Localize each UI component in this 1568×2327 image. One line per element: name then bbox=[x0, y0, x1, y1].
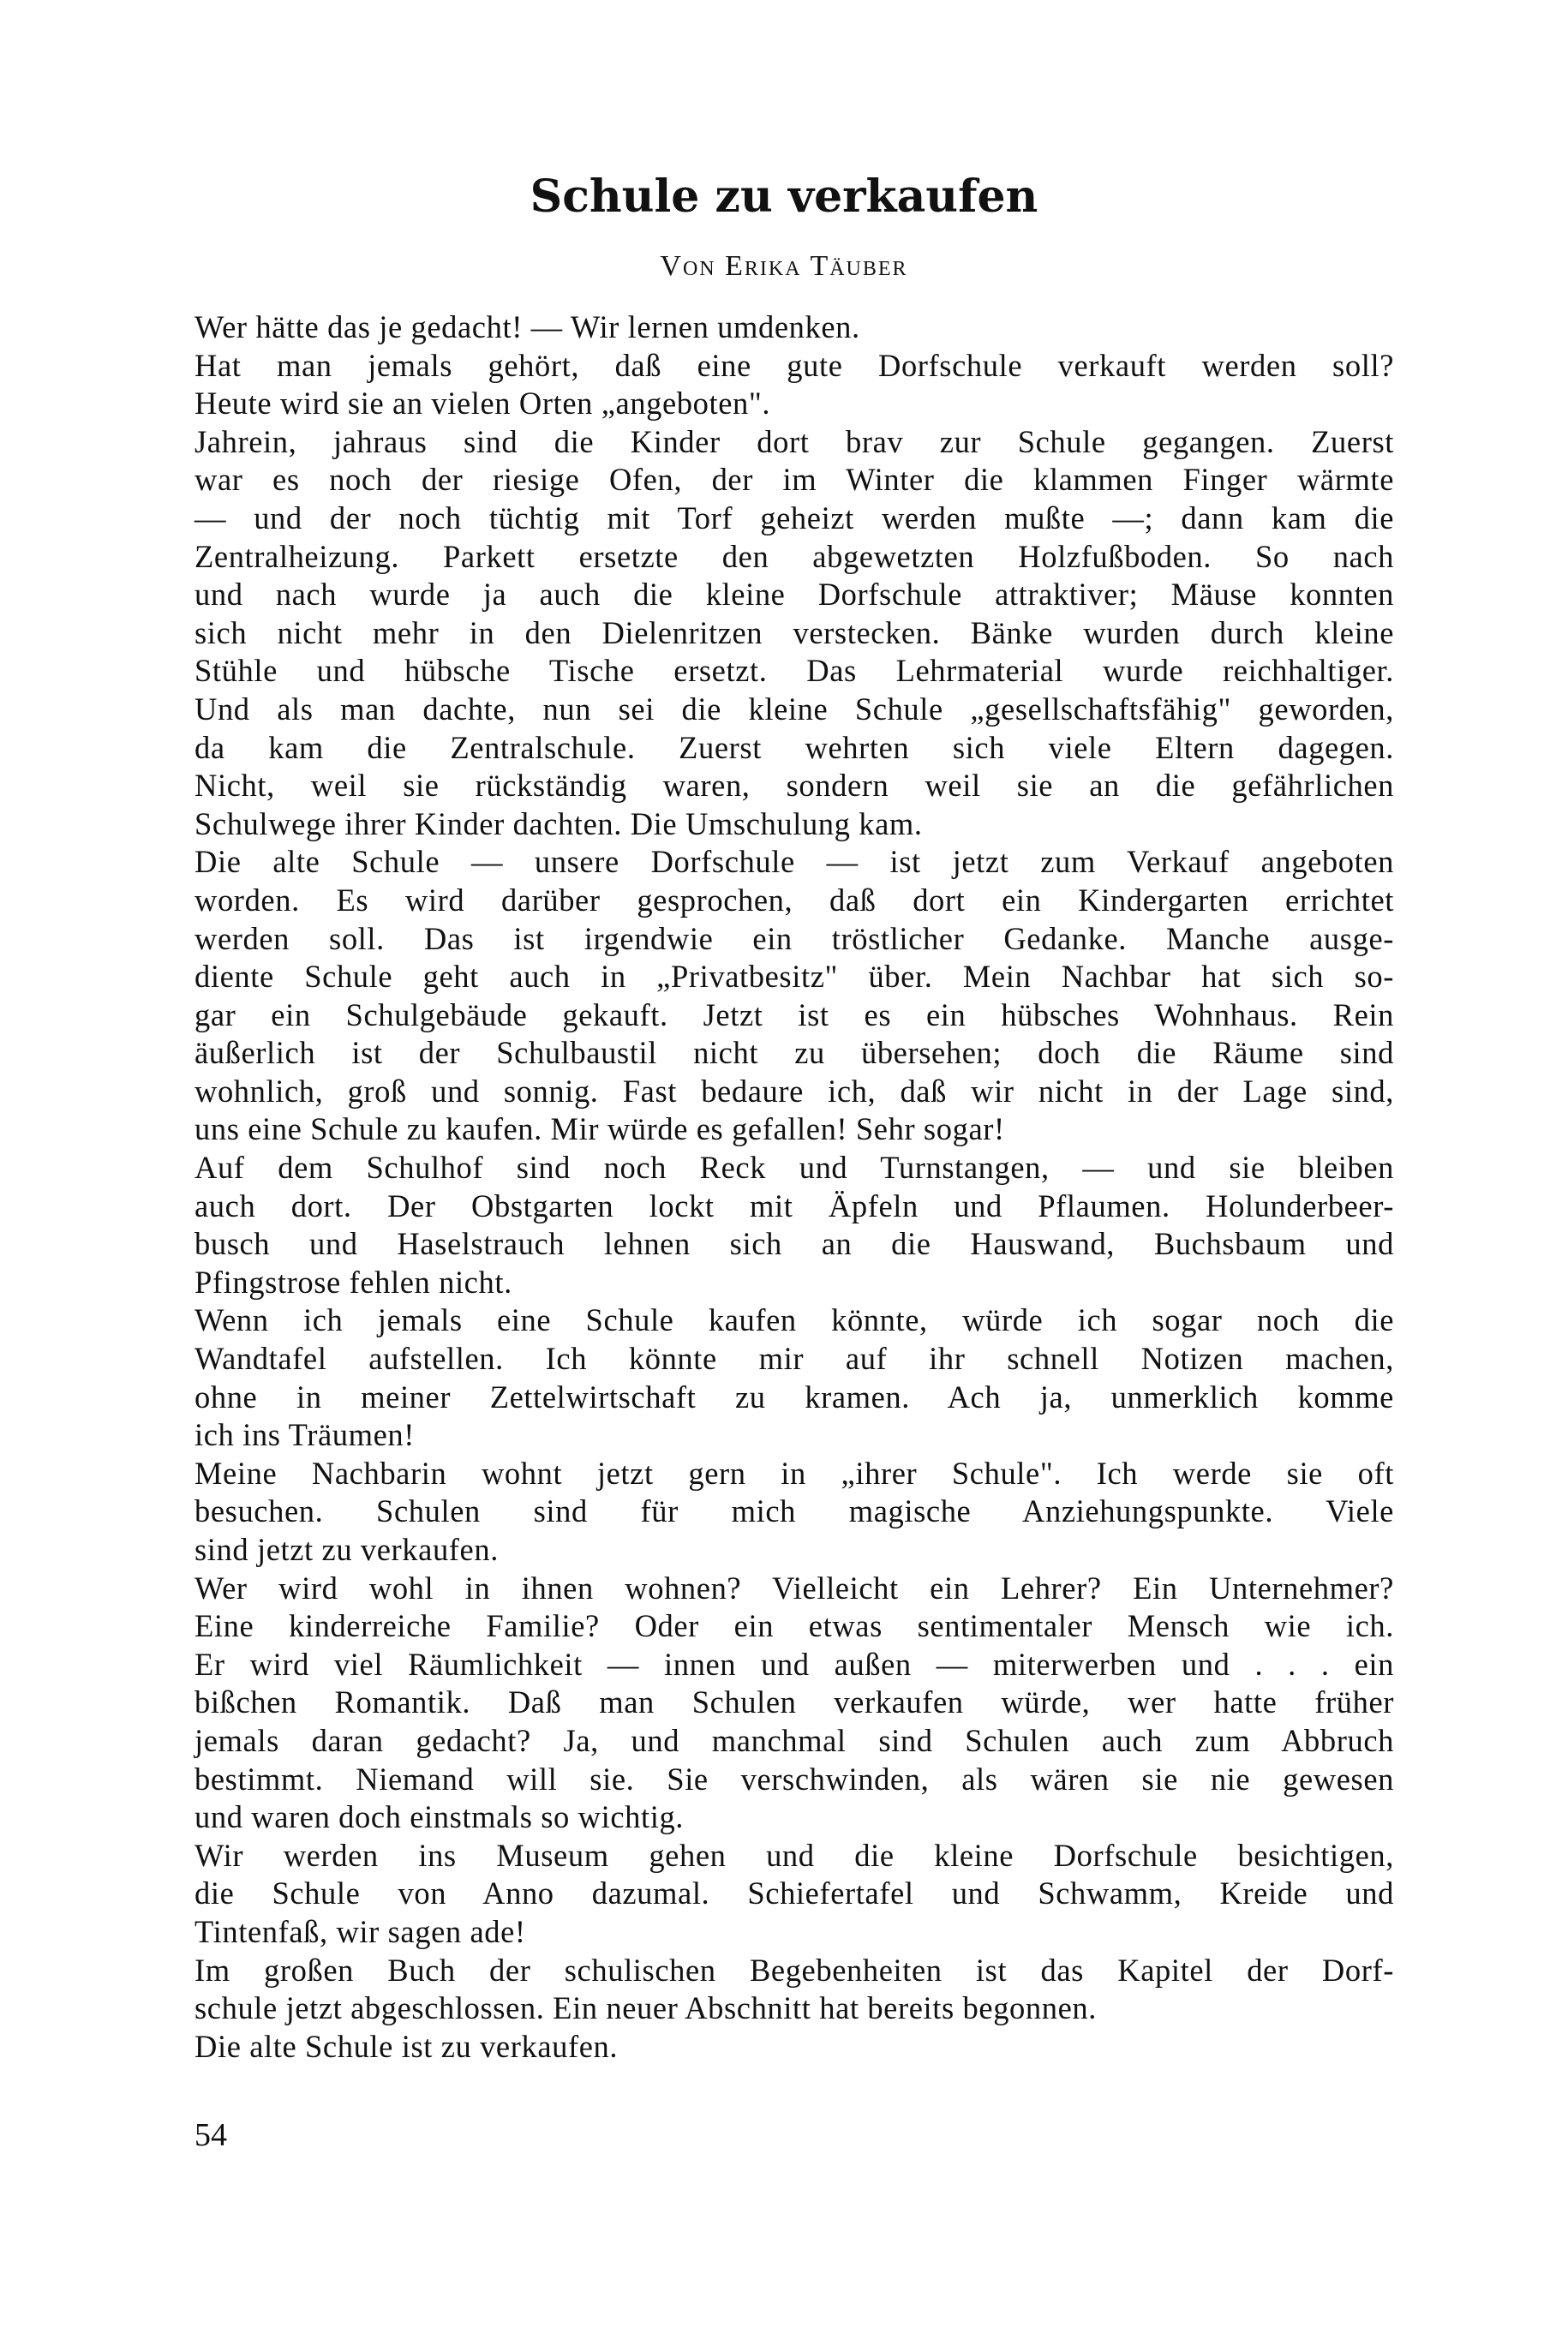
text-line: Eine kinderreiche Familie? Oder ein etwas sentimentaler Mensch wie ich. bbox=[195, 1608, 1394, 1644]
text-line: busch und Haselstrauch lehnen sich an die Hauswand, Buchsbaum und bbox=[195, 1226, 1394, 1262]
text-line: sind jetzt zu verkaufen. bbox=[195, 1532, 499, 1567]
text-line: jemals daran gedacht? Ja, und manchmal sind Schulen auch zum Abbruch bbox=[195, 1722, 1394, 1758]
text-line: besuchen. Schulen sind für mich magische Anziehungspunkte. Viele bbox=[195, 1493, 1394, 1529]
text-line: Und als man dachte, nun sei die kleine Schule „gesellschaftsfähig" geworden, bbox=[195, 691, 1394, 727]
article-body bbox=[195, 308, 1394, 2066]
text-line: Die alte Schule — unsere Dorfschule — ist jetzt zum Verkauf angeboten bbox=[195, 844, 1394, 880]
text-line: Pfingstrose fehlen nicht. bbox=[195, 1264, 512, 1300]
text-line: und nach wurde ja auch die kleine Dorfschule attraktiver; Mäuse konnten bbox=[195, 577, 1394, 613]
text-line: Heute wird sie an vielen Orten „angeboten". bbox=[195, 386, 771, 422]
text-line: bestimmt. Niemand will sie. Sie verschwinden, als wären sie nie gewesen bbox=[195, 1761, 1394, 1797]
article-title: Schule zu verkaufen bbox=[530, 170, 1038, 223]
text-line: bißchen Romantik. Daß man Schulen verkaufen würde, wer hatte früher bbox=[195, 1684, 1394, 1720]
text-line: da kam die Zentralschule. Zuerst wehrten sich viele Eltern dagegen. bbox=[195, 729, 1394, 765]
text-line: Wenn ich jemals eine Schule kaufen könnte, würde ich sogar noch die bbox=[195, 1302, 1394, 1338]
text-line: diente Schule geht auch in „Privatbesitz" über. Mein Nachbar hat sich so- bbox=[195, 959, 1394, 995]
article-author: Von Erika Täuber bbox=[660, 250, 908, 282]
text-line: Wir werden ins Museum gehen und die kleine Dorfschule besichtigen, bbox=[195, 1837, 1394, 1873]
text-line: war es noch der riesige Ofen, der im Winter die klammen Finger wärmte bbox=[195, 462, 1394, 498]
text-line: Auf dem Schulhof sind noch Reck und Turnstangen, — und sie bleiben bbox=[195, 1150, 1394, 1186]
text-line: sich nicht mehr in den Dielenritzen verstecken. Bänke wurden durch kleine bbox=[195, 614, 1394, 650]
text-line: Nicht, weil sie rückständig waren, sondern weil sie an die gefährlichen bbox=[195, 768, 1394, 804]
text-line: Zentralheizung. Parkett ersetzte den abgewetzten Holzfußboden. So nach bbox=[195, 538, 1394, 574]
text-line: Schulwege ihrer Kinder dachten. Die Umschulung kam. bbox=[195, 805, 923, 841]
text-line: uns eine Schule zu kaufen. Mir würde es gefallen! Sehr sogar! bbox=[195, 1111, 1005, 1147]
text-line: Im großen Buch der schulischen Begebenheiten ist das Kapitel der Dorf- bbox=[195, 1952, 1394, 1988]
text-line: schule jetzt abgeschlossen. Ein neuer Abschnitt hat bereits begonnen. bbox=[195, 1990, 1097, 2026]
text-line: worden. Es wird darüber gesprochen, daß dort ein Kindergarten errichtet bbox=[195, 882, 1394, 918]
text-line: Jahrein, jahraus sind die Kinder dort brav zur Schule gegangen. Zuerst bbox=[195, 423, 1394, 459]
text-line: wohnlich, groß und sonnig. Fast bedaure ich, daß wir nicht in der Lage sind, bbox=[195, 1073, 1394, 1109]
text-line: gar ein Schulgebäude gekauft. Jetzt ist es ein hübsches Wohnhaus. Rein bbox=[195, 996, 1394, 1032]
text-line: und waren doch einstmals so wichtig. bbox=[195, 1799, 685, 1835]
text-line: ohne in meiner Zettelwirtschaft zu kramen. Ach ja, unmerklich komme bbox=[195, 1379, 1394, 1415]
text-line: werden soll. Das ist irgendwie ein tröstlicher Gedanke. Manche ausge- bbox=[195, 920, 1394, 956]
text-line: auch dort. Der Obstgarten lockt mit Äpfeln und Pflaumen. Holunderbeer- bbox=[195, 1187, 1394, 1223]
text-line: Wandtafel aufstellen. Ich könnte mir auf ihr schnell Notizen machen, bbox=[195, 1341, 1394, 1377]
text-line: ich ins Träumen! bbox=[195, 1417, 415, 1453]
text-line: die Schule von Anno dazumal. Schiefertafel und Schwamm, Kreide und bbox=[195, 1875, 1394, 1911]
text-line: Meine Nachbarin wohnt jetzt gern in „ihrer Schule". Ich werde sie oft bbox=[195, 1455, 1394, 1491]
page-number: 54 bbox=[195, 2117, 227, 2153]
text-line: äußerlich ist der Schulbaustil nicht zu übersehen; doch die Räume sind bbox=[195, 1035, 1394, 1071]
text-line: Wer wird wohl in ihnen wohnen? Vielleicht ein Lehrer? Ein Unternehmer? bbox=[195, 1570, 1394, 1606]
text-line: Wer hätte das je gedacht! — Wir lernen umdenken. bbox=[195, 309, 860, 344]
text-line: Tintenfaß, wir sagen ade! bbox=[195, 1913, 526, 1949]
text-line: Er wird viel Räumlichkeit — innen und außen — miterwerben und . . . ein bbox=[195, 1646, 1394, 1682]
text-line: — und der noch tüchtig mit Torf geheizt werden mußte —; dann kam die bbox=[195, 499, 1394, 535]
text-line: Stühle und hübsche Tische ersetzt. Das Lehrmaterial wurde reichhaltiger. bbox=[195, 653, 1394, 689]
text-line: Hat man jemals gehört, daß eine gute Dorfschule verkauft werden soll? bbox=[195, 347, 1394, 383]
text-line: Die alte Schule ist zu verkaufen. bbox=[195, 2028, 619, 2064]
